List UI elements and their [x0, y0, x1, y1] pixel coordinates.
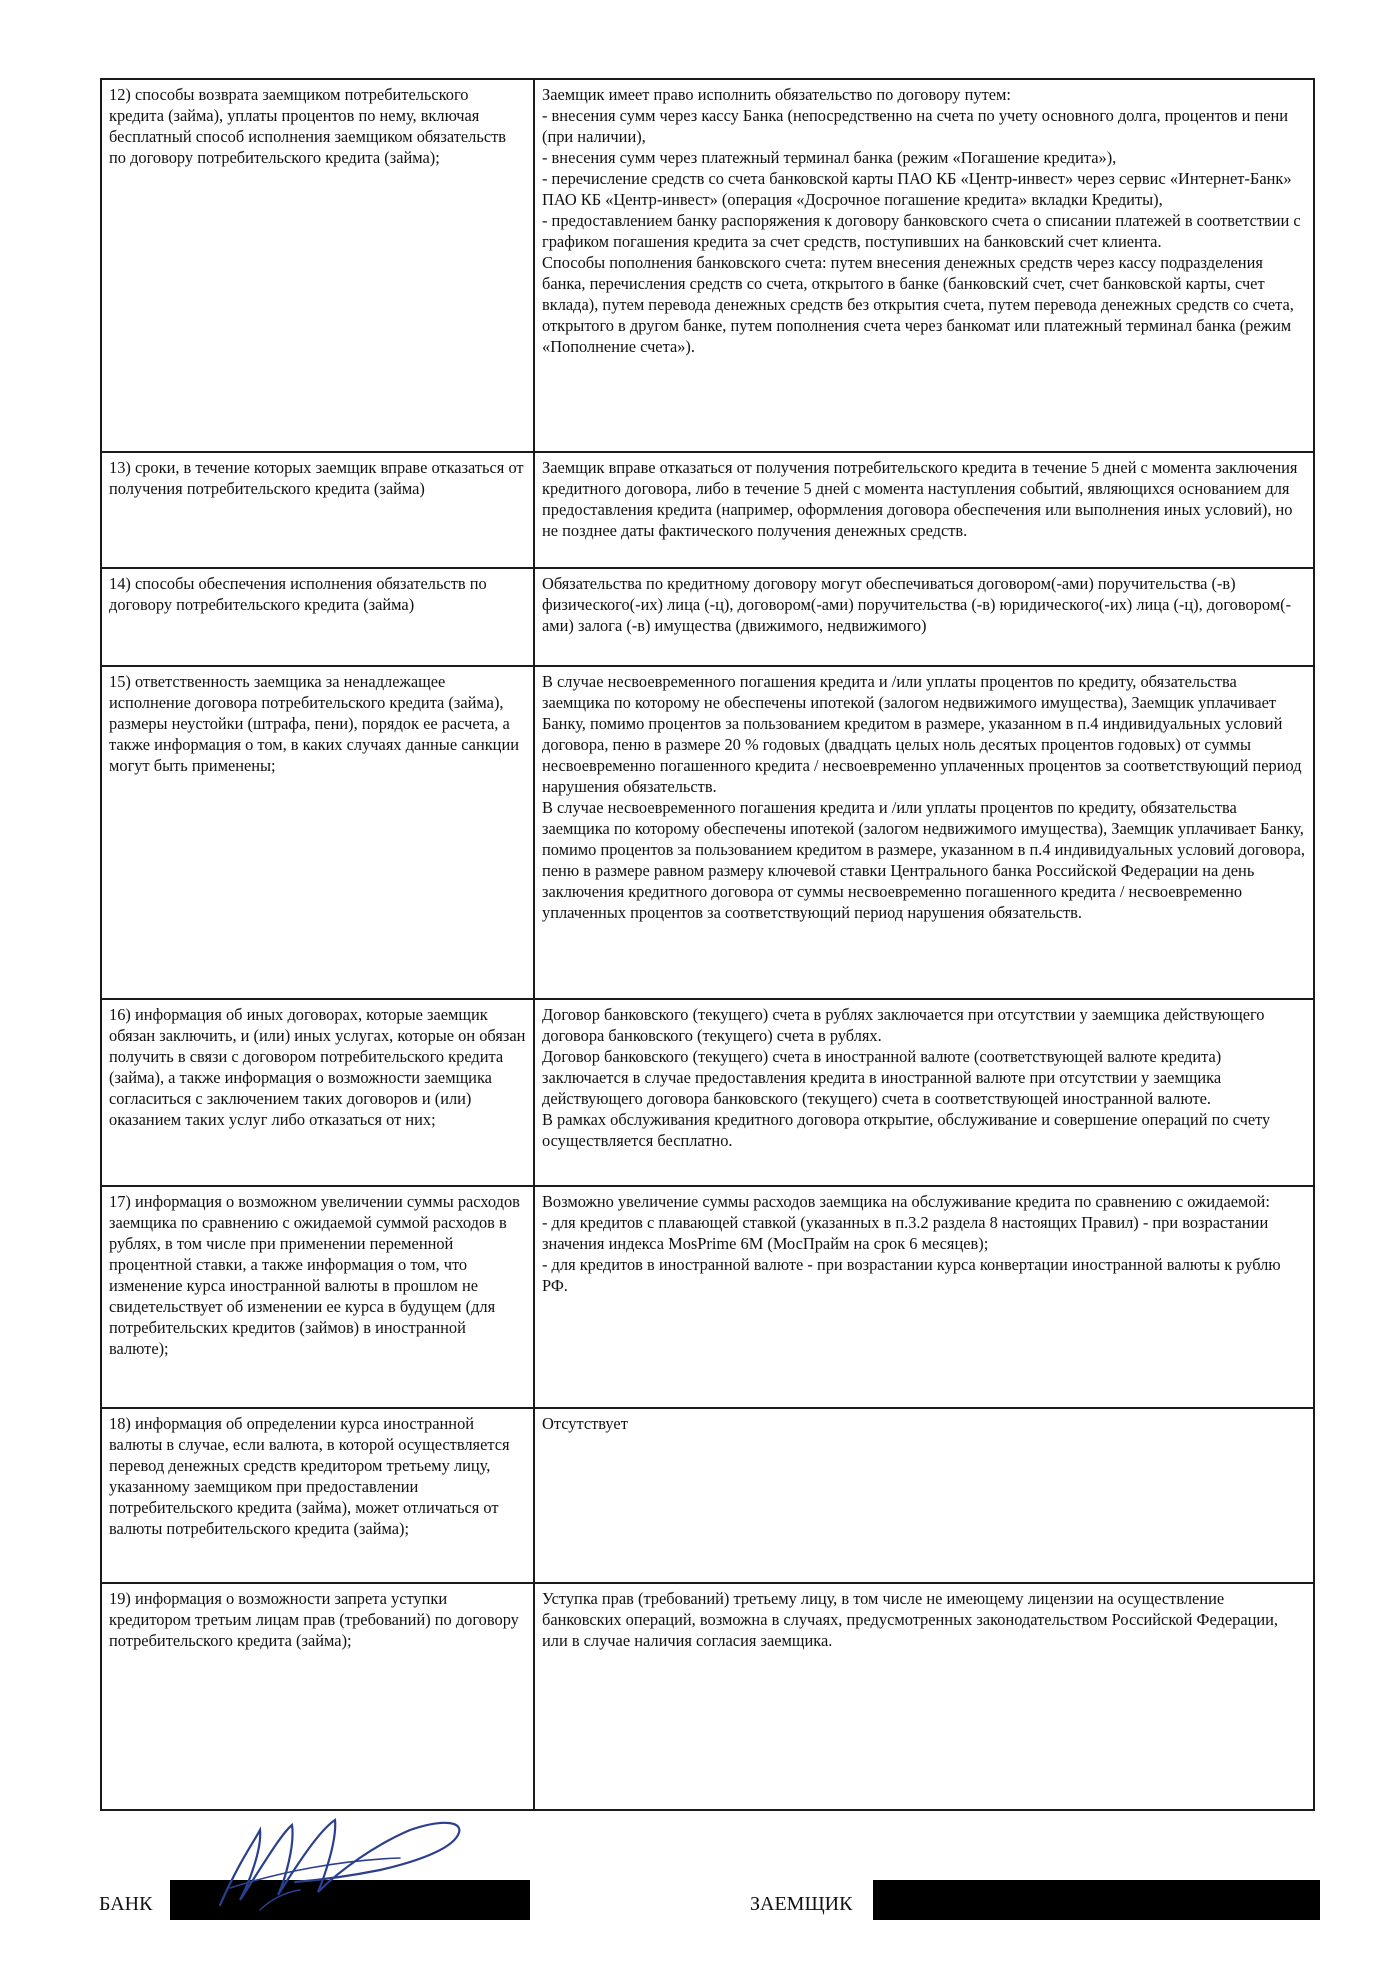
table-row	[101, 1408, 1314, 1583]
table-row	[101, 999, 1314, 1186]
row-content	[534, 1583, 1314, 1810]
row-label: 13) сроки, в течение которых заемщик вправе отказаться от получения потребительского кредита (займа)	[101, 452, 534, 568]
row-content	[534, 1186, 1314, 1408]
bank-label: БАНК	[99, 1893, 153, 1915]
table-row	[101, 79, 1314, 452]
row-content	[534, 452, 1314, 568]
paragraph: Уступка прав (требований) третьему лицу, в том числе не имеющему лицензии на осуществление банковских операций, возможна в случаях, предусмотренных законодательством Российской Федерации, или в случае наличия согласия заемщика.	[542, 1589, 1279, 1650]
row-label: 15) ответственность заемщика за ненадлежащее исполнение договора потребительского кредита (займа), размеры неустойки (штрафа, пени), порядок ее расчета, а также информация о том, в каких случаях данные санкции могут быть применены;	[101, 666, 534, 999]
paragraph: Обязательства по кредитному договору могут обеспечиваться договором(-ами) поручительства (-в) физического(-их) лица (-ц), договором(-ами) поручительства (-в) юридического(-их) лица (-ц), договором(-ами) залога (-в) имущества (движимого, недвижимого)	[542, 574, 1292, 635]
row-label: 14) способы обеспечения исполнения обязательств по договору потребительского кредита (займа)	[101, 568, 534, 666]
paragraph: Заемщик имеет право исполнить обязательство по договору путем:	[542, 85, 1011, 104]
row-label: 12) способы возврата заемщиком потребительского кредита (займа), уплаты процентов по нему, включая бесплатный способ исполнения заемщиком обязательств по договору потребительского кредита (займа);	[101, 79, 534, 452]
paragraph: Заемщик вправе отказаться от получения потребительского кредита в течение 5 дней с момента заключения кредитного договора, либо в течение 5 дней с момента наступления событий, являющихся основанием для предоставления кредита (например, оформления договора обеспечения или выполнения иных условий), но не позднее даты фактического получения денежных средств.	[542, 458, 1298, 540]
signature-icon	[200, 1800, 480, 1920]
row-content	[534, 1408, 1314, 1583]
paragraph: - перечисление средств со счета банковской карты ПАО КБ «Центр-инвест» через сервис «Интернет-Банк» ПАО КБ «Центр-инвест» (операция «Досрочное погашение кредита» вкладки Кредиты),	[542, 169, 1292, 209]
redaction-bar	[873, 1880, 1320, 1920]
paragraph: В случае несвоевременного погашения кредита и /или уплаты процентов по кредиту, обязательства заемщика по которому обеспечены ипотекой (залогом недвижимого имущества), Заемщик уплачивает Банку, помимо процентов за пользованием кредитом в размере, указанном в п.4 индивидуальных условий договора, пеню в размере равном размеру ключевой ставки Центрального банка Российской Федерации на день заключения кредитного договора от суммы несвоевременно погашенного кредита / несвоевременно уплаченных процентов за соответствующий период нарушения обязательств.	[542, 798, 1305, 922]
paragraph: - для кредитов с плавающей ставкой (указанных в п.3.2 раздела 8 настоящих Правил) - при возрастании значения индекса MosPrime 6M (МосПрайм на срок 6 месяцев);	[542, 1213, 1269, 1253]
paragraph: - предоставлением банку распоряжения к договору банковского счета о списании платежей в соответствии с графиком погашения кредита за счет средств, поступивших на банковский счет клиента.	[542, 211, 1301, 251]
table-row	[101, 452, 1314, 568]
borrower-label: ЗАЕМЩИК	[750, 1893, 853, 1915]
row-content	[534, 999, 1314, 1186]
paragraph: - для кредитов в иностранной валюте - при возрастании курса конвертации иностранной валюты к рублю РФ.	[542, 1255, 1281, 1295]
row-label: 17) информация о возможном увеличении суммы расходов заемщика по сравнению с ожидаемой суммой расходов в рублях, в том числе при применении переменной процентной ставки, а также информация о том, что изменение курса иностранной валюты в прошлом не свидетельствует об изменении ее курса в будущем (для потребительских кредитов (займов) в иностранной валюте);	[101, 1186, 534, 1408]
paragraph: Возможно увеличение суммы расходов заемщика на обслуживание кредита по сравнению с ожидаемой:	[542, 1192, 1270, 1211]
row-label: 18) информация об определении курса иностранной валюты в случае, если валюта, в которой осуществляется перевод денежных средств кредитором третьему лицу, указанному заемщиком при предоставлении потребительского кредита (займа), может отличаться от валюты потребительского кредита (займа);	[101, 1408, 534, 1583]
paragraph: В случае несвоевременного погашения кредита и /или уплаты процентов по кредиту, обязательства заемщика по которому не обеспечены ипотекой (залогом недвижимого имущества), Заемщик уплачивает Банку, помимо процентов за пользованием кредитом в размере, указанном в п.4 индивидуальных условий договора, пеню в размере 20 % годовых (двадцать целых ноль десятых процентов годовых) от суммы несвоевременно погашенного кредита / несвоевременно уплаченных процентов за соответствующий период нарушения обязательств.	[542, 672, 1302, 796]
table-row	[101, 568, 1314, 666]
row-label: 16) информация об иных договорах, которые заемщик обязан заключить, и (или) иных услугах, которые он обязан получить в связи с договором потребительского кредита (займа), а также информация о возможности заемщика согласиться с заключением таких договоров и (или) оказанием таких услуг либо отказаться от них;	[101, 999, 534, 1186]
table-row	[101, 666, 1314, 999]
paragraph: Договор банковского (текущего) счета в иностранной валюте (соответствующей валюте кредита) заключается в случае предоставления кредита в иностранной валюте при отсутствии у заемщика действующего договора банковского (текущего) счета в соответствующей иностранной валюте.	[542, 1047, 1222, 1108]
loan-terms-table	[100, 78, 1315, 1811]
table-row	[101, 1583, 1314, 1810]
paragraph: Договор банковского (текущего) счета в рублях заключается при отсутствии у заемщика действующего договора банковского (текущего) счета в рублях.	[542, 1005, 1265, 1045]
row-content	[534, 79, 1314, 452]
row-content	[534, 568, 1314, 666]
table-row	[101, 1186, 1314, 1408]
paragraph: Отсутствует	[542, 1414, 628, 1433]
paragraph: В рамках обслуживания кредитного договора открытие, обслуживание и совершение операций по счету осуществляется бесплатно.	[542, 1110, 1271, 1150]
row-label: 19) информация о возможности запрета уступки кредитором третьим лицам прав (требований) по договору потребительского кредита (займа);	[101, 1583, 534, 1810]
row-content	[534, 666, 1314, 999]
paragraph: Способы пополнения банковского счета: путем внесения денежных средств через кассу подразделения банка, перечисления средств со счета, открытого в банке (банковский счет, счет банковской карты, счет вклада), путем перевода денежных средств без открытия счета, путем перевода денежных средств со счета, открытого в другом банке, путем пополнения счета через банкомат или платежный терминал банка (режим «Пополнение счета»).	[542, 253, 1294, 356]
paragraph: - внесения сумм через платежный терминал банка (режим «Погашение кредита»),	[542, 148, 1117, 167]
paragraph: - внесения сумм через кассу Банка (непосредственно на счета по учету основного долга, процентов и пени (при наличии),	[542, 106, 1289, 146]
